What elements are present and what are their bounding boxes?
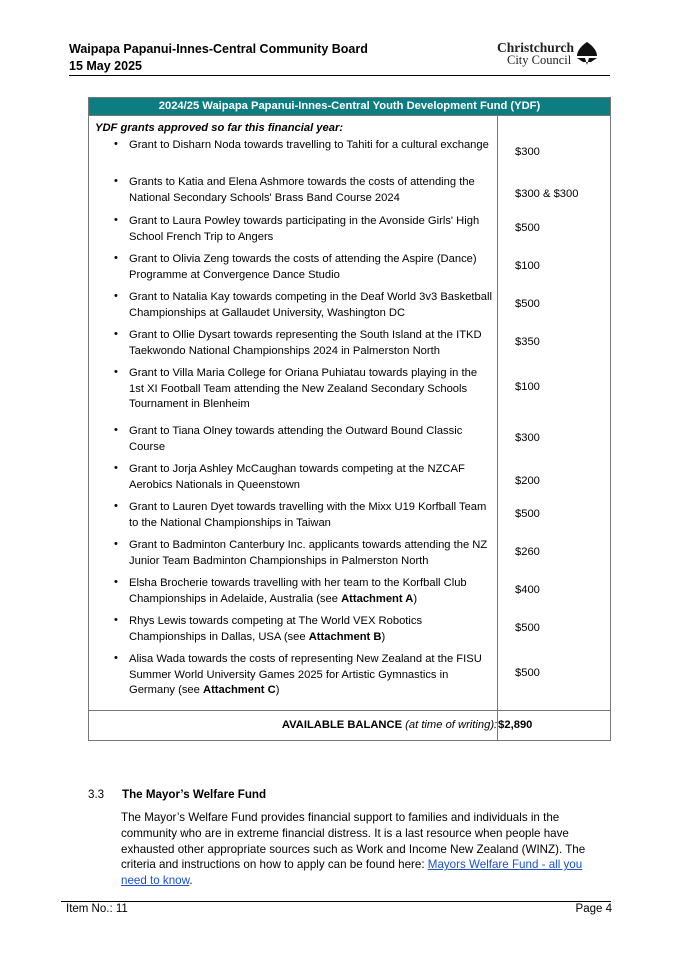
attachment-ref: Attachment C <box>203 684 276 696</box>
section-text: The Mayor’s Welfare Fund provides financial support to families and individuals in the community who are in extreme financial distress. It is a last resource when people have exhausted other appropriate sources such as Work and Income New Zealand (WINZ). The criteria and instructions on how to apply can be found here: <box>121 811 586 872</box>
footer-rule <box>61 901 611 902</box>
ydf-table <box>88 97 611 741</box>
grant-description: Grant to Badminton Canterbury Inc. applicants towards attending the NZ Junior Team Badminton Championships in Palmerston North <box>129 539 488 567</box>
item-number: Item No.: 11 <box>66 903 128 915</box>
grant-description: Rhys Lewis towards competing at The World VEX Robotics Championships in Dallas, USA (see Attachment B) <box>129 615 423 643</box>
bullet-icon: • <box>114 424 118 436</box>
meeting-date: 15 May 2025 <box>69 59 142 73</box>
grant-amount: $100 <box>515 260 540 272</box>
bullet-icon: • <box>114 214 118 226</box>
grant-description: Alisa Wada towards the costs of representing New Zealand at the FISU Summer World University Games 2025 for Artistic Gymnastics in Germany (see Attachment C) <box>129 653 482 696</box>
grant-description: Grant to Laura Powley towards participating in the Avonside Girls' High School French Trip to Angers <box>129 215 480 243</box>
grant-amount: $400 <box>515 584 540 596</box>
balance-note: (at time of writing): <box>405 719 498 731</box>
bullet-icon: • <box>114 328 118 340</box>
section-tail: . <box>189 874 193 888</box>
grant-amount: $260 <box>515 546 540 558</box>
grants-list <box>89 138 579 710</box>
grant-amount: $500 <box>515 298 540 310</box>
welfare-fund-link[interactable]: Mayors Welfare Fund - all you need to know <box>121 858 583 888</box>
grant-amount: $300 & $300 <box>515 188 579 200</box>
grant-amount: $200 <box>515 475 540 487</box>
grant-amount: $500 <box>515 622 540 634</box>
bullet-icon: • <box>114 175 118 187</box>
header-rule <box>69 75 610 76</box>
council-logo <box>497 41 603 67</box>
grant-description: Grant to Disharn Noda towards travelling to Tahiti for a cultural exchange <box>129 139 489 151</box>
grant-amount: $300 <box>515 432 540 444</box>
balance-label-cell <box>89 711 498 741</box>
page-number: Page 4 <box>575 903 612 915</box>
grant-amount: $500 <box>515 222 540 234</box>
grant-description: Grant to Natalia Kay towards competing in the Deaf World 3v3 Basketball Championships at Gallaudet University, Washington DC <box>129 291 492 319</box>
grant-amount: $500 <box>515 508 540 520</box>
balance-value: $2,890 <box>498 711 611 741</box>
grant-description: Grant to Villa Maria College for Oriana Puhiatau towards playing in the 1st XI Football Team attending the New Zealand Secondary Schools Tournament in Blenheim <box>129 367 478 410</box>
grant-description: Grant to Ollie Dysart towards representing the South Island at the ITKD Taekwondo National Championships 2024 in Palmerston North <box>129 329 482 357</box>
grant-amount: $300 <box>515 146 540 158</box>
balance-label: AVAILABLE BALANCE <box>281 719 403 731</box>
section-body <box>121 810 591 889</box>
bullet-icon: • <box>114 138 118 150</box>
grant-amount: $100 <box>515 381 540 393</box>
grants-subheading: YDF grants approved so far this financial year: <box>95 122 344 134</box>
ydf-table-heading: 2024/25 Waipapa Papanui-Innes-Central Youth Development Fund (YDF) <box>89 98 611 116</box>
board-name: Waipapa Papanui-Innes-Central Community Board <box>69 42 368 56</box>
cathedral-icon <box>575 41 599 67</box>
bullet-icon: • <box>114 290 118 302</box>
attachment-ref: Attachment A <box>341 592 414 605</box>
bullet-icon: • <box>114 576 118 588</box>
section-title: The Mayor’s Welfare Fund <box>122 788 267 801</box>
section-number: 3.3 <box>88 788 105 801</box>
bullet-icon: • <box>114 366 118 378</box>
grant-description: Grant to Olivia Zeng towards the costs of attending the Aspire (Dance) Programme at Convergence Dance Studio <box>129 253 477 281</box>
grant-description: Elsha Brocherie towards travelling with her team to the Korfball Club Championships in Adelaide, Australia (see Attachment A) <box>129 577 467 605</box>
attachment-ref: Attachment B <box>308 630 382 643</box>
bullet-icon: • <box>114 500 118 512</box>
grant-amount: $350 <box>515 336 540 348</box>
bullet-icon: • <box>114 538 118 550</box>
logo-line-2: City Council <box>507 53 572 67</box>
bullet-icon: • <box>114 614 118 626</box>
bullet-icon: • <box>114 462 118 474</box>
grant-description: Grants to Katia and Elena Ashmore towards the costs of attending the National Secondary Schools' Brass Band Course 2024 <box>129 176 475 204</box>
grants-cell <box>89 116 579 711</box>
bullet-icon: • <box>114 652 118 664</box>
bullet-icon: • <box>114 252 118 264</box>
grant-description: Grant to Jorja Ashley McCaughan towards competing at the NZCAF Aerobics Nationals in Queenstown <box>129 463 465 491</box>
logo-line-1: Christchurch <box>497 40 575 55</box>
grant-description: Grant to Tiana Olney towards attending the Outward Bound Classic Course <box>129 425 463 453</box>
grant-description: Grant to Lauren Dyet towards travelling with the Mixx U19 Korfball Team to the National Championships in Taiwan <box>129 501 487 529</box>
grant-amount: $500 <box>515 667 540 679</box>
